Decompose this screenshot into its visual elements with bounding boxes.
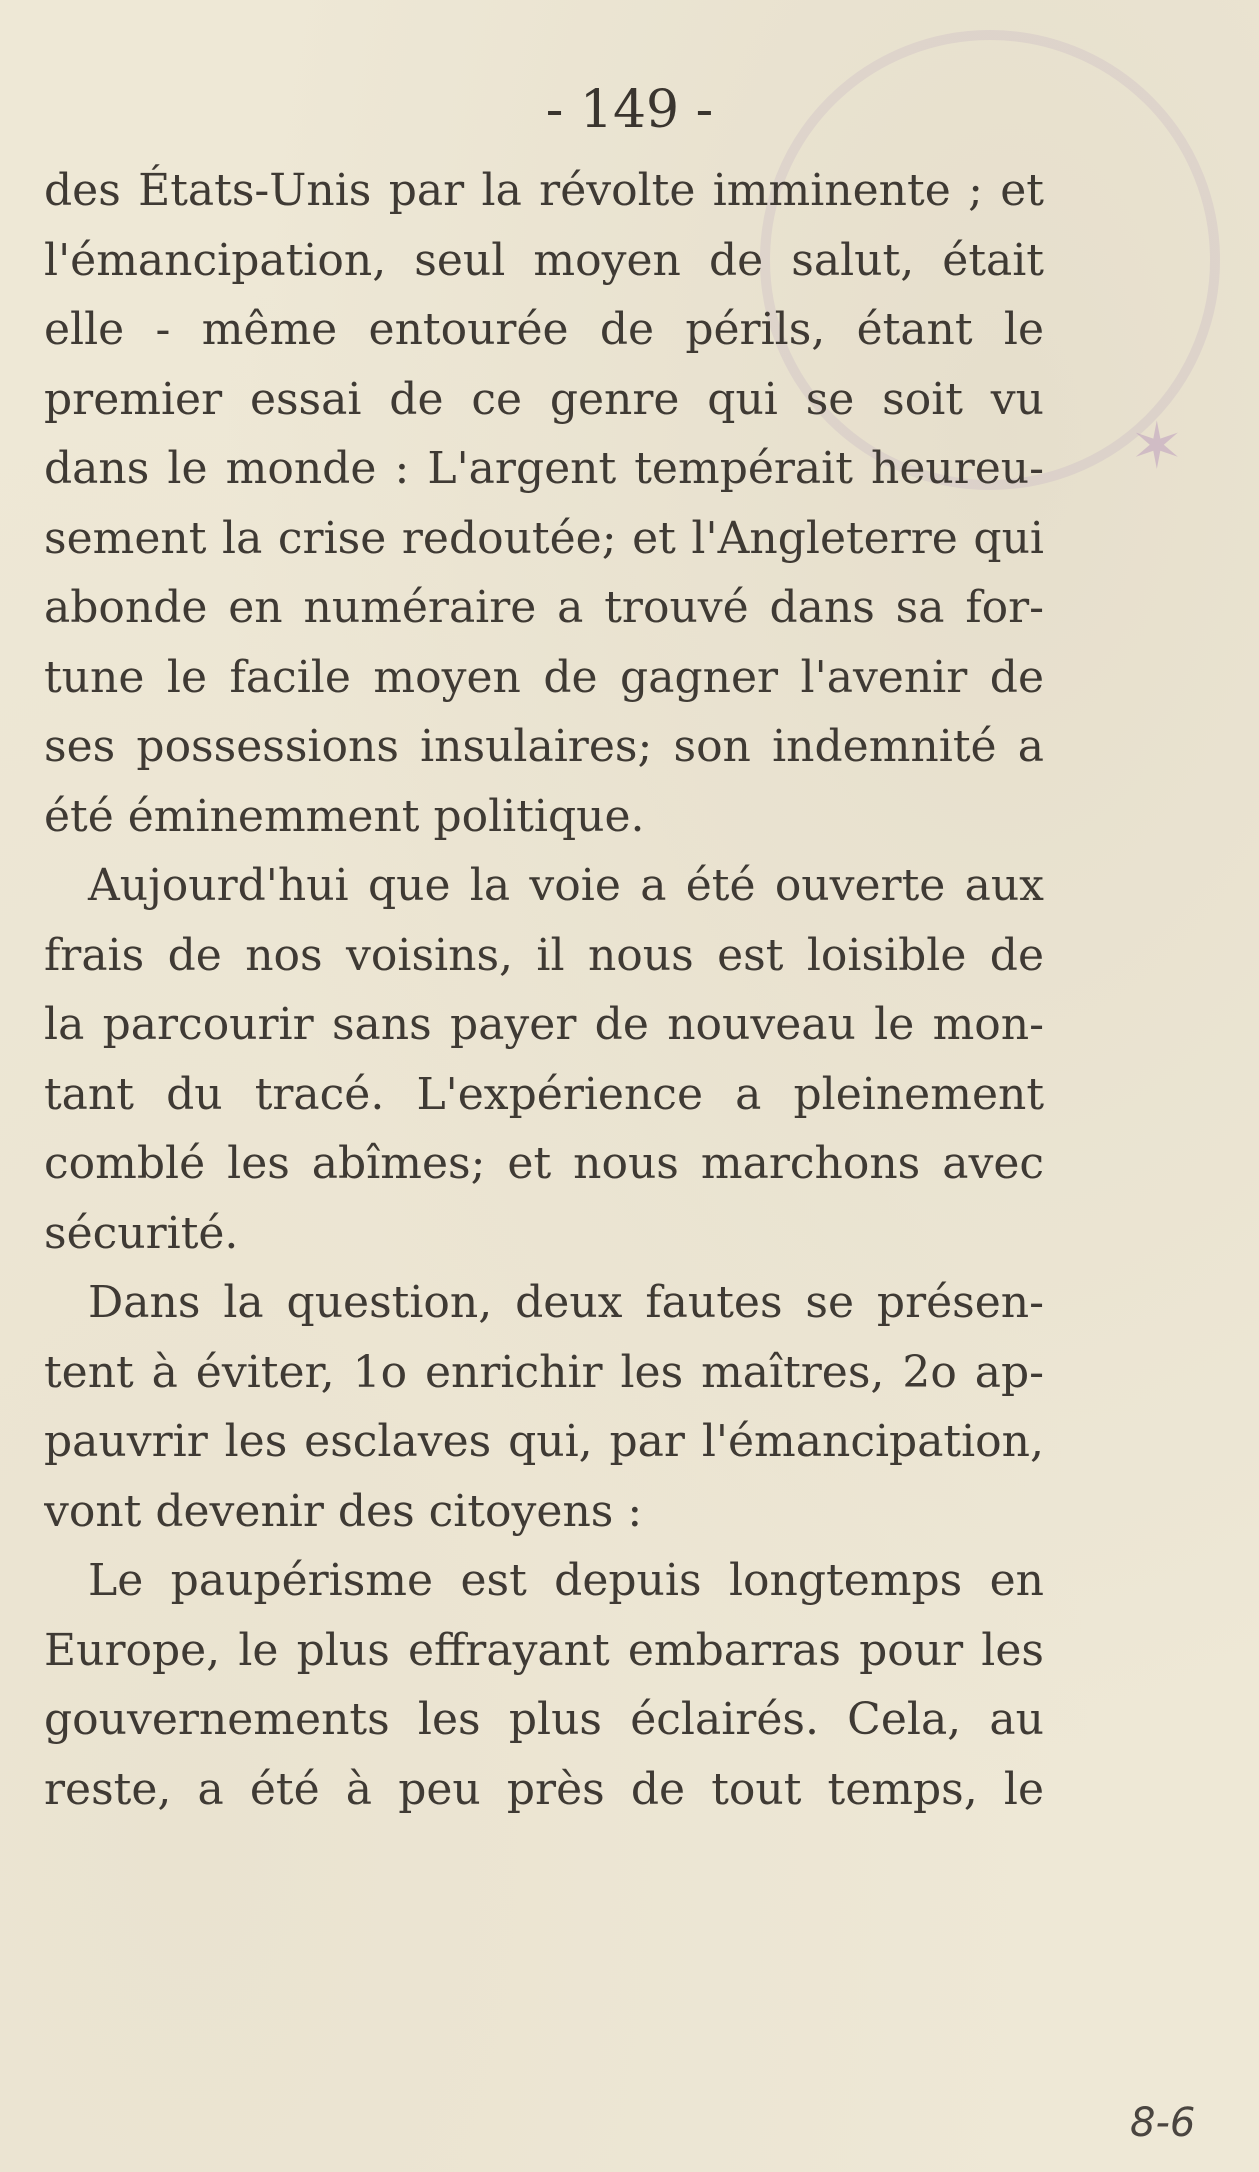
text-line: ses possessions insulaires; son indemnité a (44, 721, 1044, 772)
text-line: frais de nos voisins, il nous est loisible de (44, 929, 1044, 981)
text-line: elle - même entourée de périls, étant le (44, 304, 1044, 355)
text-line: gouvernements les plus éclairés. Cela, au (44, 1694, 1044, 1745)
stamp-star-icon: ✶ (1130, 410, 1184, 484)
text-line: comblé les abîmes; et nous marchons avec (44, 1138, 1044, 1189)
text-line: la parcourir sans payer de nouveau le mon- (44, 999, 1044, 1050)
paragraph (44, 156, 1044, 851)
text-line: Europe, le plus effrayant embarras pour les (44, 1624, 1044, 1676)
text-line: pauvrir les esclaves qui, par l'émancipation, (44, 1416, 1044, 1467)
text-line: premier essai de ce genre qui se soit vu (44, 373, 1044, 425)
text-line: dans le monde : L'argent tempérait heureu- (44, 443, 1044, 494)
text-line: Dans la question, deux fautes se présen- (88, 1277, 1044, 1328)
text-line: reste, a été à peu près de tout temps, le (44, 1763, 1044, 1815)
text-line: vont devenir des citoyens : (44, 1485, 643, 1537)
body-text (44, 156, 1044, 1824)
text-line: tant du tracé. L'expérience a pleinement (44, 1068, 1044, 1120)
handwritten-corner-mark: 8-6 (1130, 2100, 1196, 2146)
paragraph (44, 851, 1044, 1268)
text-line: été éminemment politique. (44, 790, 645, 842)
paragraph (44, 1546, 1044, 1824)
page-number: - 149 - (545, 80, 714, 140)
text-line: sécurité. (44, 1207, 239, 1259)
text-line: tent à éviter, 1o enrichir les maîtres, 2o ap- (44, 1346, 1044, 1398)
text-line: des États-Unis par la révolte imminente ; et (44, 165, 1044, 216)
text-line: sement la crise redoutée; et l'Angleterre qui (44, 512, 1044, 564)
text-line: tune le facile moyen de gagner l'avenir de (44, 651, 1044, 703)
text-line: abonde en numéraire a trouvé dans sa for- (44, 582, 1044, 633)
text-line: Aujourd'hui que la voie a été ouverte aux (88, 860, 1044, 911)
text-line: l'émancipation, seul moyen de salut, était (44, 234, 1044, 286)
text-line: Le paupérisme est depuis longtemps en (88, 1555, 1044, 1606)
paragraph (44, 1268, 1044, 1546)
